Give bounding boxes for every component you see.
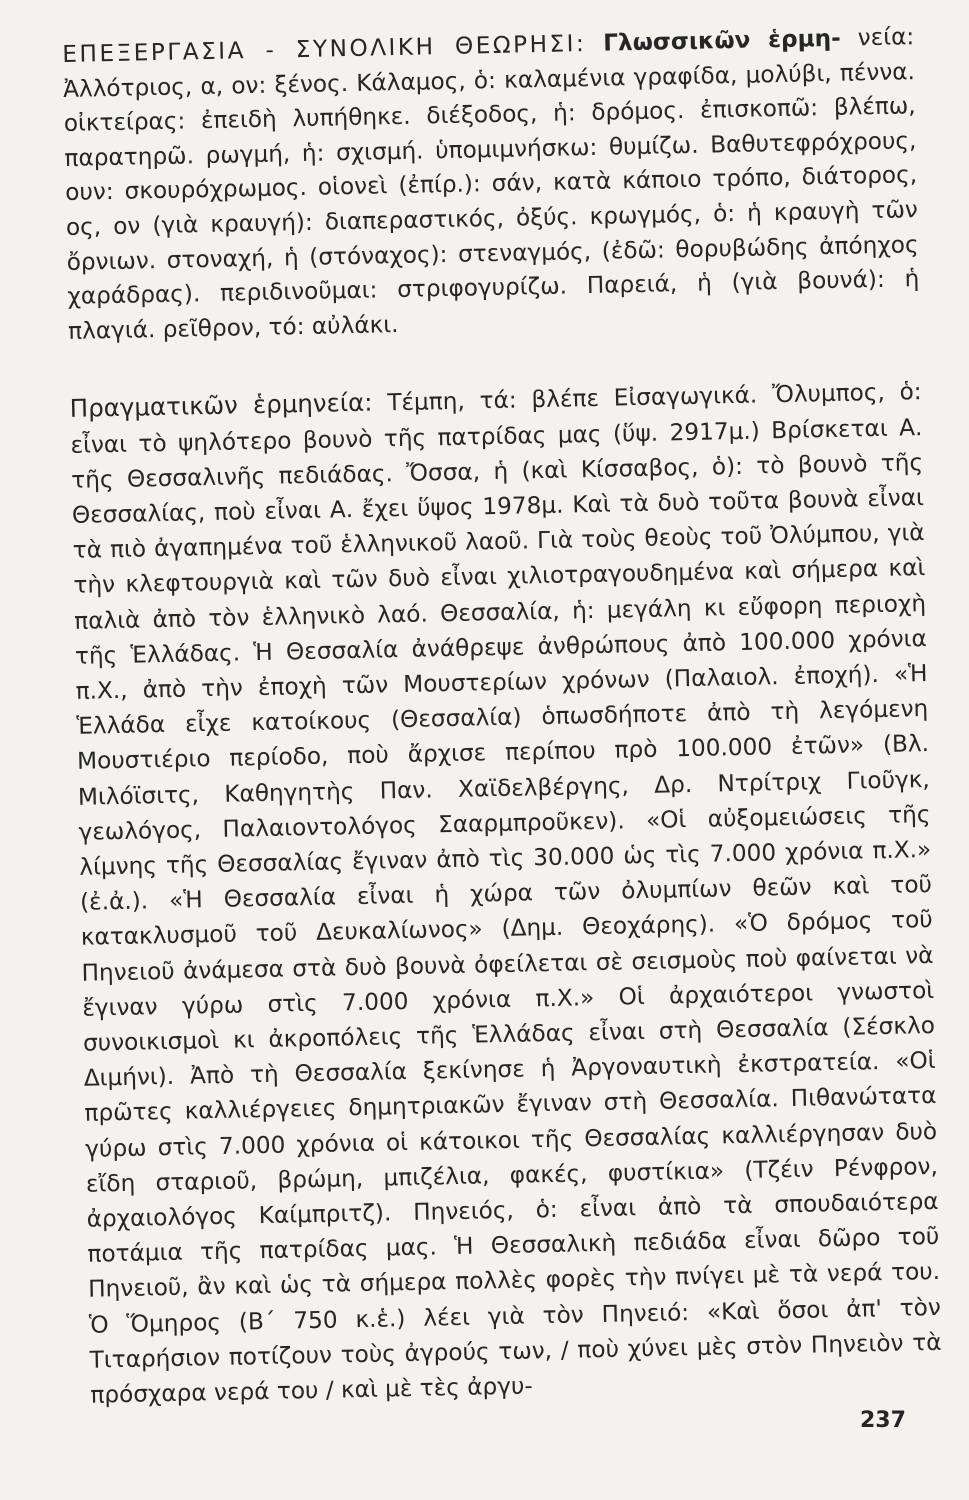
- factual-paragraph: [69, 373, 942, 1413]
- glossary-paragraph: [62, 20, 920, 349]
- page-text: [62, 20, 943, 1413]
- section-subheading-linguistic: Γλωσσικῶν ἑρμη-: [602, 24, 842, 57]
- page-number: 237: [860, 1408, 906, 1433]
- section-heading-factual: Πραγματικῶν ἑρμηνεία:: [69, 387, 373, 424]
- factual-body: Τέμπη, τά: βλέπε Εἰσαγωγικά. Ὄλυμπος, ὁ: εἶναι τὸ ψηλότερο βουνὸ τῆς πατρίδας μας (ὕψ. 2917μ.) Βρίσκεται Α. τῆς Θεσσαλινῆς πεδιάδας. Ὄσσα, ἡ (καὶ Κίσσαβος, ὁ): τὸ βουνὸ τῆς Θεσσαλίας, ποὺ εἶναι Α. ἔχει ὕψος 1978μ. Καὶ τὰ δυὸ τοῦτα βουνὰ εἶναι τὰ πιὸ ἀγαπημένα τοῦ ἑλληνικοῦ λαοῦ. Γιὰ τοὺς θεοὺς τοῦ Ὀλύμπου, γιὰ τὴν κλεφτουργιὰ καὶ τῶν δυὸ εἶναι χιλιοτραγουδημένα καὶ σήμερα καὶ παλιὰ ἀπὸ τὸν ἑλληνικὸ λαό. Θεσσαλία, ἡ: μεγάλη κι εὔφορη περιοχὴ τῆς Ἑλλάδας. Ἡ Θεσσαλία ἀνάθρεψε ἀνθρώπους ἀπὸ 100.000 χρόνια π.Χ., ἀπὸ τὴν ἐποχὴ τῶν Μουστερίων χρόνων (Παλαιολ. ἐποχή). «Ἡ Ἑλλάδα εἶχε κατοίκους (Θεσσαλία) ὁπωσδήποτε ἀπὸ τὴ λεγόμενη Μουστιέριο περίοδο, ποὺ ἄρχισε περίπου πρὸ 100.000 ἐτῶν» (Βλ. Μιλόϊσιτς, Καθηγητὴς Παν. Χαϊδελβέργης, Δρ. Ντρίτριχ Γιοῦγκ, γεωλόγος, Παλαιοντολόγος Σααρμπροῦκεν). «Οἱ αὐξομειώσεις τῆς λίμνης τῆς Θεσσαλίας ἔγιναν ἀπὸ τὶς 30.000 ὡς τὶς 7.000 χρόνια π.Χ.» (ἐ.ἀ.). «Ἡ Θεσσαλία εἶναι ἡ χώρα τῶν ὀλυμπίων θεῶν καὶ τοῦ κατακλυσμοῦ τοῦ Δευκαλίωνος» (Δημ. Θεοχάρης). «Ὁ δρόμος τοῦ Πηνειοῦ ἀνάμεσα στὰ δυὸ βουνὰ ὀφείλεται σὲ σεισμοὺς ποὺ φαίνεται νὰ ἔγιναν γύρω στὶς 7.000 χρόνια π.Χ.» Οἱ ἀρχαιότεροι γνωστοὶ συνοικισμοὶ κι ἀκροπόλεις τῆς Ἑλλάδας εἶναι στὴ Θεσσαλία (Σέσκλο Διμήνι). Ἀπὸ τὴ Θεσσαλία ξεκίνησε ἡ Ἀργοναυτικὴ ἐκστρατεία. «Οἱ πρῶτες καλλιέργειες δημητριακῶν ἔγιναν στὴ Θεσσαλία. Πιθανώτατα γύρω στὶς 7.000 χρόνια οἱ κάτοικοι τῆς Θεσσαλίας καλλιέργησαν δυὸ εἴδη σταριοῦ, βρώμη, μπιζέλια, φακές, φυστίκια» (Τζέιν Ρένφρον, ἀρχαιολόγος Καίμπριτζ). Πηνειός, ὁ: εἶναι ἀπὸ τὰ σπουδαιότερα ποτάμια τῆς πατρίδας μας. Ἡ Θεσσαλικὴ πεδιάδα εἶναι δῶρο τοῦ Πηνειοῦ, ἂν καὶ ὡς τὰ σήμερα πολλὲς φορὲς τὴν πνίγει μὲ τὰ νερά του. Ὁ Ὅμηρος (Β΄ 750 κ.ἑ.) λέει γιὰ τὸν Πηνειό: «Καὶ ὅσοι ἀπ' τὸν Τιταρήσιον ποτίζουν τοὺς ἀγρούς των, / ποὺ χύνει μὲς στὸν Πηνειὸν τὰ πρόσχαρα νερά του / καὶ μὲ τὲς ἀργυ-: [70, 378, 942, 1409]
- section-heading-processing: ΕΠΕΞΕΡΓΑΣΙΑ - ΣΥΝΟΛΙΚΗ ΘΕΩΡΗΣΙ:: [62, 30, 587, 68]
- glossary-body: νεία: Ἀλλότριος, α, ον: ξένος. Κάλαμος, ὁ: καλαμένια γραφίδα, μολύβι, πέννα. οἰκτείρας: ἐπειδὴ λυπήθηκε. διέξοδος, ἡ: δρόμος. ἐπισκοπῶ: βλέπω, παρατηρῶ. ρωγμή, ἡ: σχισμή. ὑπομιμνήσκω: θυμίζω. Βαθυτεφρόχρους, ουν: σκουρόχρωμος. οἱονεὶ (ἐπίρ.): σάν, κατὰ κάποιο τρόπο, διάτορος, ος, ον (γιὰ κραυγή): διαπεραστικός, ὀξύς. κρωγμός, ὁ: ἡ κραυγὴ τῶν ὄρνιων. στοναχή, ἡ (στόναχος): στεναγμός, (ἐδῶ: θορυβώδης ἀπόηχος χαράδρας). περιδινοῦμαι: στριφογυρίζω. Παρειά, ἡ (γιὰ βουνά): ἡ πλαγιά. ρεῖθρον, τό: αὐλάκι.: [62, 23, 920, 345]
